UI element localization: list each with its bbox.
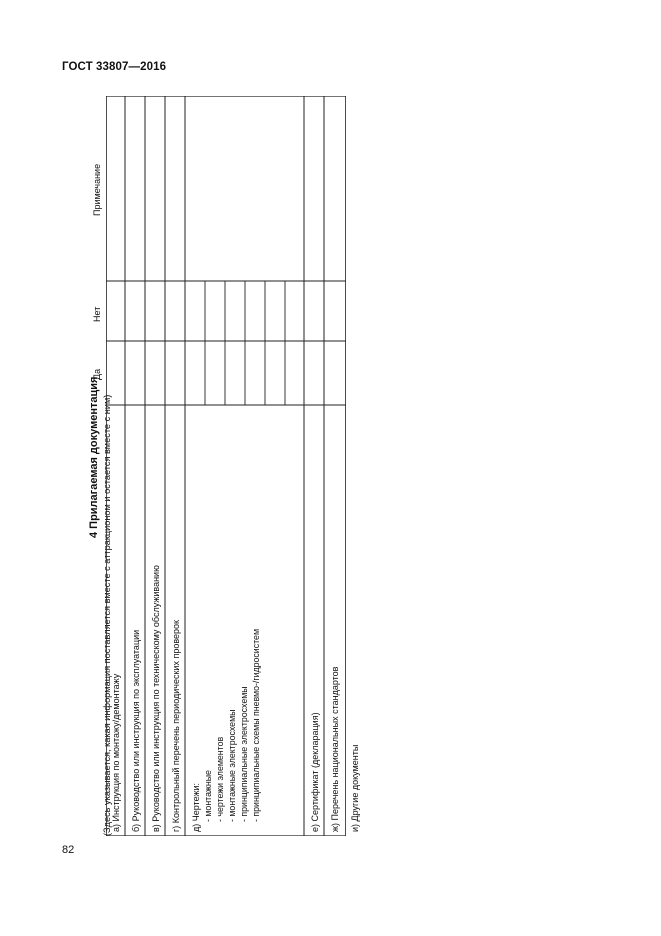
row-other-documents: и) Другие документы: [350, 744, 360, 832]
page-number: 82: [62, 844, 75, 856]
drawing-item-elements: - чертежи элементов: [215, 736, 225, 822]
section-title: 4 Прилагаемая документация: [88, 376, 100, 538]
row-assembly-instructions: а) Инструкция по монтажу/демонтажу: [111, 673, 121, 832]
row-inspection-checklist: г) Контрольный перечень периодических проверок: [171, 620, 181, 832]
document-header: ГОСТ 33807—2016: [62, 61, 167, 73]
column-remark: Примечание: [92, 163, 102, 216]
rotated-page-content: [88, 96, 360, 836]
row-operation-manual: б) Руководство или инструкция по эксплуатации: [131, 629, 141, 832]
drawing-item-assembly: - монтажные: [203, 770, 213, 822]
row-maintenance-manual: в) Руководство или инструкция по техническому обслуживанию: [151, 565, 161, 832]
section-note: (Здесь указывается, какая информация поставляется вместе с аттракционом и остается вместе с ним): [102, 394, 112, 836]
drawing-item-schematics: - принципиальные электросхемы: [239, 686, 249, 822]
drawing-item-wiring: - монтажные электросхемы: [227, 709, 237, 822]
column-no: Нет: [92, 306, 102, 322]
row-certificate: е) Сертификат (декларация): [310, 712, 320, 832]
row-national-standards: ж) Перечень национальных стандартов: [330, 666, 340, 832]
drawing-item-hydraulics: - принципиальные схемы пневмо-/гидросистем: [251, 629, 261, 822]
column-yes: Да: [92, 368, 102, 380]
row-drawings: д) Чертежи:: [191, 782, 201, 832]
